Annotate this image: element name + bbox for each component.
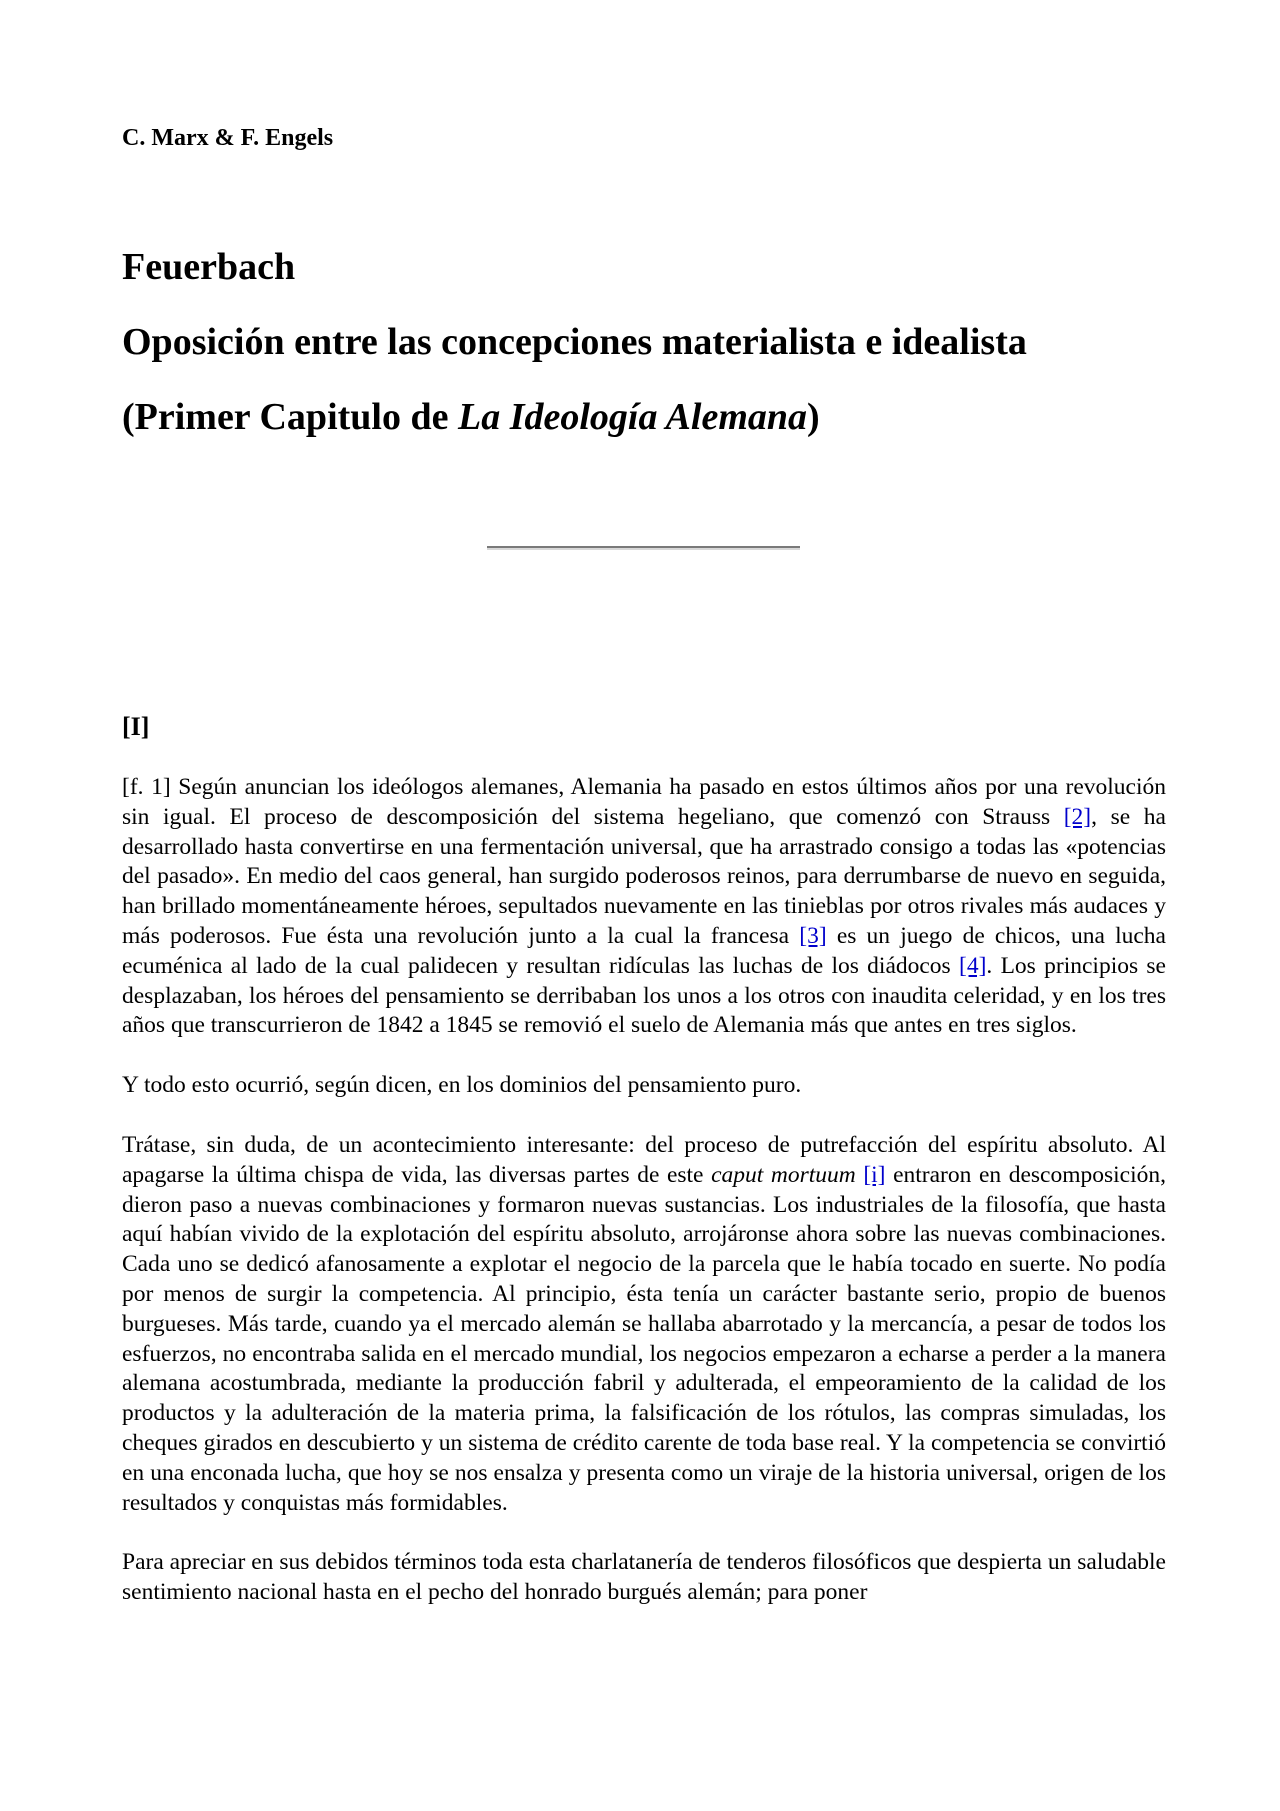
footnote-link-4[interactable]: [4]: [959, 952, 987, 979]
paragraph-3-text-b: entraron en descomposición, dieron paso a nuevas combinaciones y formaron nuevas sustancias. Los industriales de la filosofía, que hasta aquí habían vivido de la explotación del espíritu absoluto, arrojáronse ahora sobre las nuevas combinaciones. Cada uno se dedicó afanosamente a explotar el negocio de la parcela que le había tocado en suerte. No podía por menos de surgir la competencia. Al principio, ésta tenía un carácter bastante serio, propio de buenos burgueses. Más tarde, cuando ya el mercado alemán se hallaba abarrotado y la mercancía, a pesar de todos los esfuerzos, no encontraba salida en el mercado mundial, los negocios empezaron a echarse a perder a la manera alemana acostumbrada, mediante la producción fabril y adulterada, el empeoramiento de la calidad de los productos y la adulteración de la materia prima, la falsificación de los rótulos, las compras simuladas, los cheques girados en descubierto y un sistema de crédito carente de toda base real. Y la competencia se convirtió en una enconada lucha, que hoy se nos ensalza y presenta como un viraje de la historia universal, origen de los resultados y conquistas más formidables.: [122, 1161, 1167, 1516]
footnote-link-2[interactable]: [2]: [1063, 803, 1092, 830]
paragraph-4: Para apreciar en sus debidos términos toda esta charlatanería de tenderos filosóficos que despierta un saludable sentimiento nacional hasta en el pecho del honrado burgués alemán; para poner: [122, 1549, 1166, 1606]
footnote-link-3[interactable]: [3]: [799, 922, 827, 949]
paragraph-3-text-a: Trátase, sin duda, de un acontecimiento interesante: del proceso de putrefacción del espíritu absoluto. Al apagarse la última chispa de vida, las diversas partes de este: [122, 1131, 1166, 1188]
paragraph-1-text-b: , se ha desarrollado hasta convertirse en una fermentación universal, que ha arrastrado consigo a todas las «potencias del pasado». En medio del caos general, han surgido poderosos reinos, para derrumbarse de nuevo en seguida, han brillado momentáneamente héroes, sepultados nuevamente en las tinieblas por otros rivales más audaces y más poderosos. Fue ésta una revolución junto a la cual la francesa: [122, 803, 1166, 949]
title-chapter-prefix: (Primer Capitulo de: [122, 396, 458, 438]
footnote-link-i[interactable]: [i]: [863, 1161, 886, 1188]
author-line: C. Marx & F. Engels: [122, 125, 334, 151]
title-chapter-suffix: ): [807, 396, 820, 438]
paragraph-1-text-c: es un juego de chicos, una lucha ecuménica al lado de la cual palidecen y resultan ridículas las luchas de los diádocos: [122, 922, 1166, 979]
title-chapter: [122, 395, 820, 439]
paragraph-1-text-d: . Los principios se desplazaban, los héroes del pensamiento se derribaban los unos a los otros con inaudita celeridad, y en los tres años que transcurrieron de 1842 a 1845 se removió el suelo de Alemania más que antes en tres siglos.: [122, 952, 1166, 1039]
paragraph-1: [122, 773, 1166, 1041]
paragraph-1-text-a: [f. 1] Según anuncian los ideólogos alemanes, Alemania ha pasado en estos últimos años por una revolución sin igual. El proceso de descomposición del sistema hegeliano, que comenzó con Strauss: [122, 774, 1166, 830]
paragraph-2: Y todo esto ocurrió, según dicen, en los dominios del pensamiento puro.: [122, 1072, 802, 1099]
title-subtitle: Oposición entre las concepciones materialista e idealista: [122, 321, 1027, 363]
paragraph-3: [122, 1131, 1166, 1518]
body-text: [122, 773, 1166, 1638]
title-book-name: La Ideología Alemana: [457, 396, 808, 438]
horizontal-divider: [487, 546, 800, 550]
section-heading: [I]: [122, 712, 150, 741]
latin-term: caput mortuum: [711, 1161, 856, 1188]
title-feuerbach: Feuerbach: [122, 246, 296, 288]
